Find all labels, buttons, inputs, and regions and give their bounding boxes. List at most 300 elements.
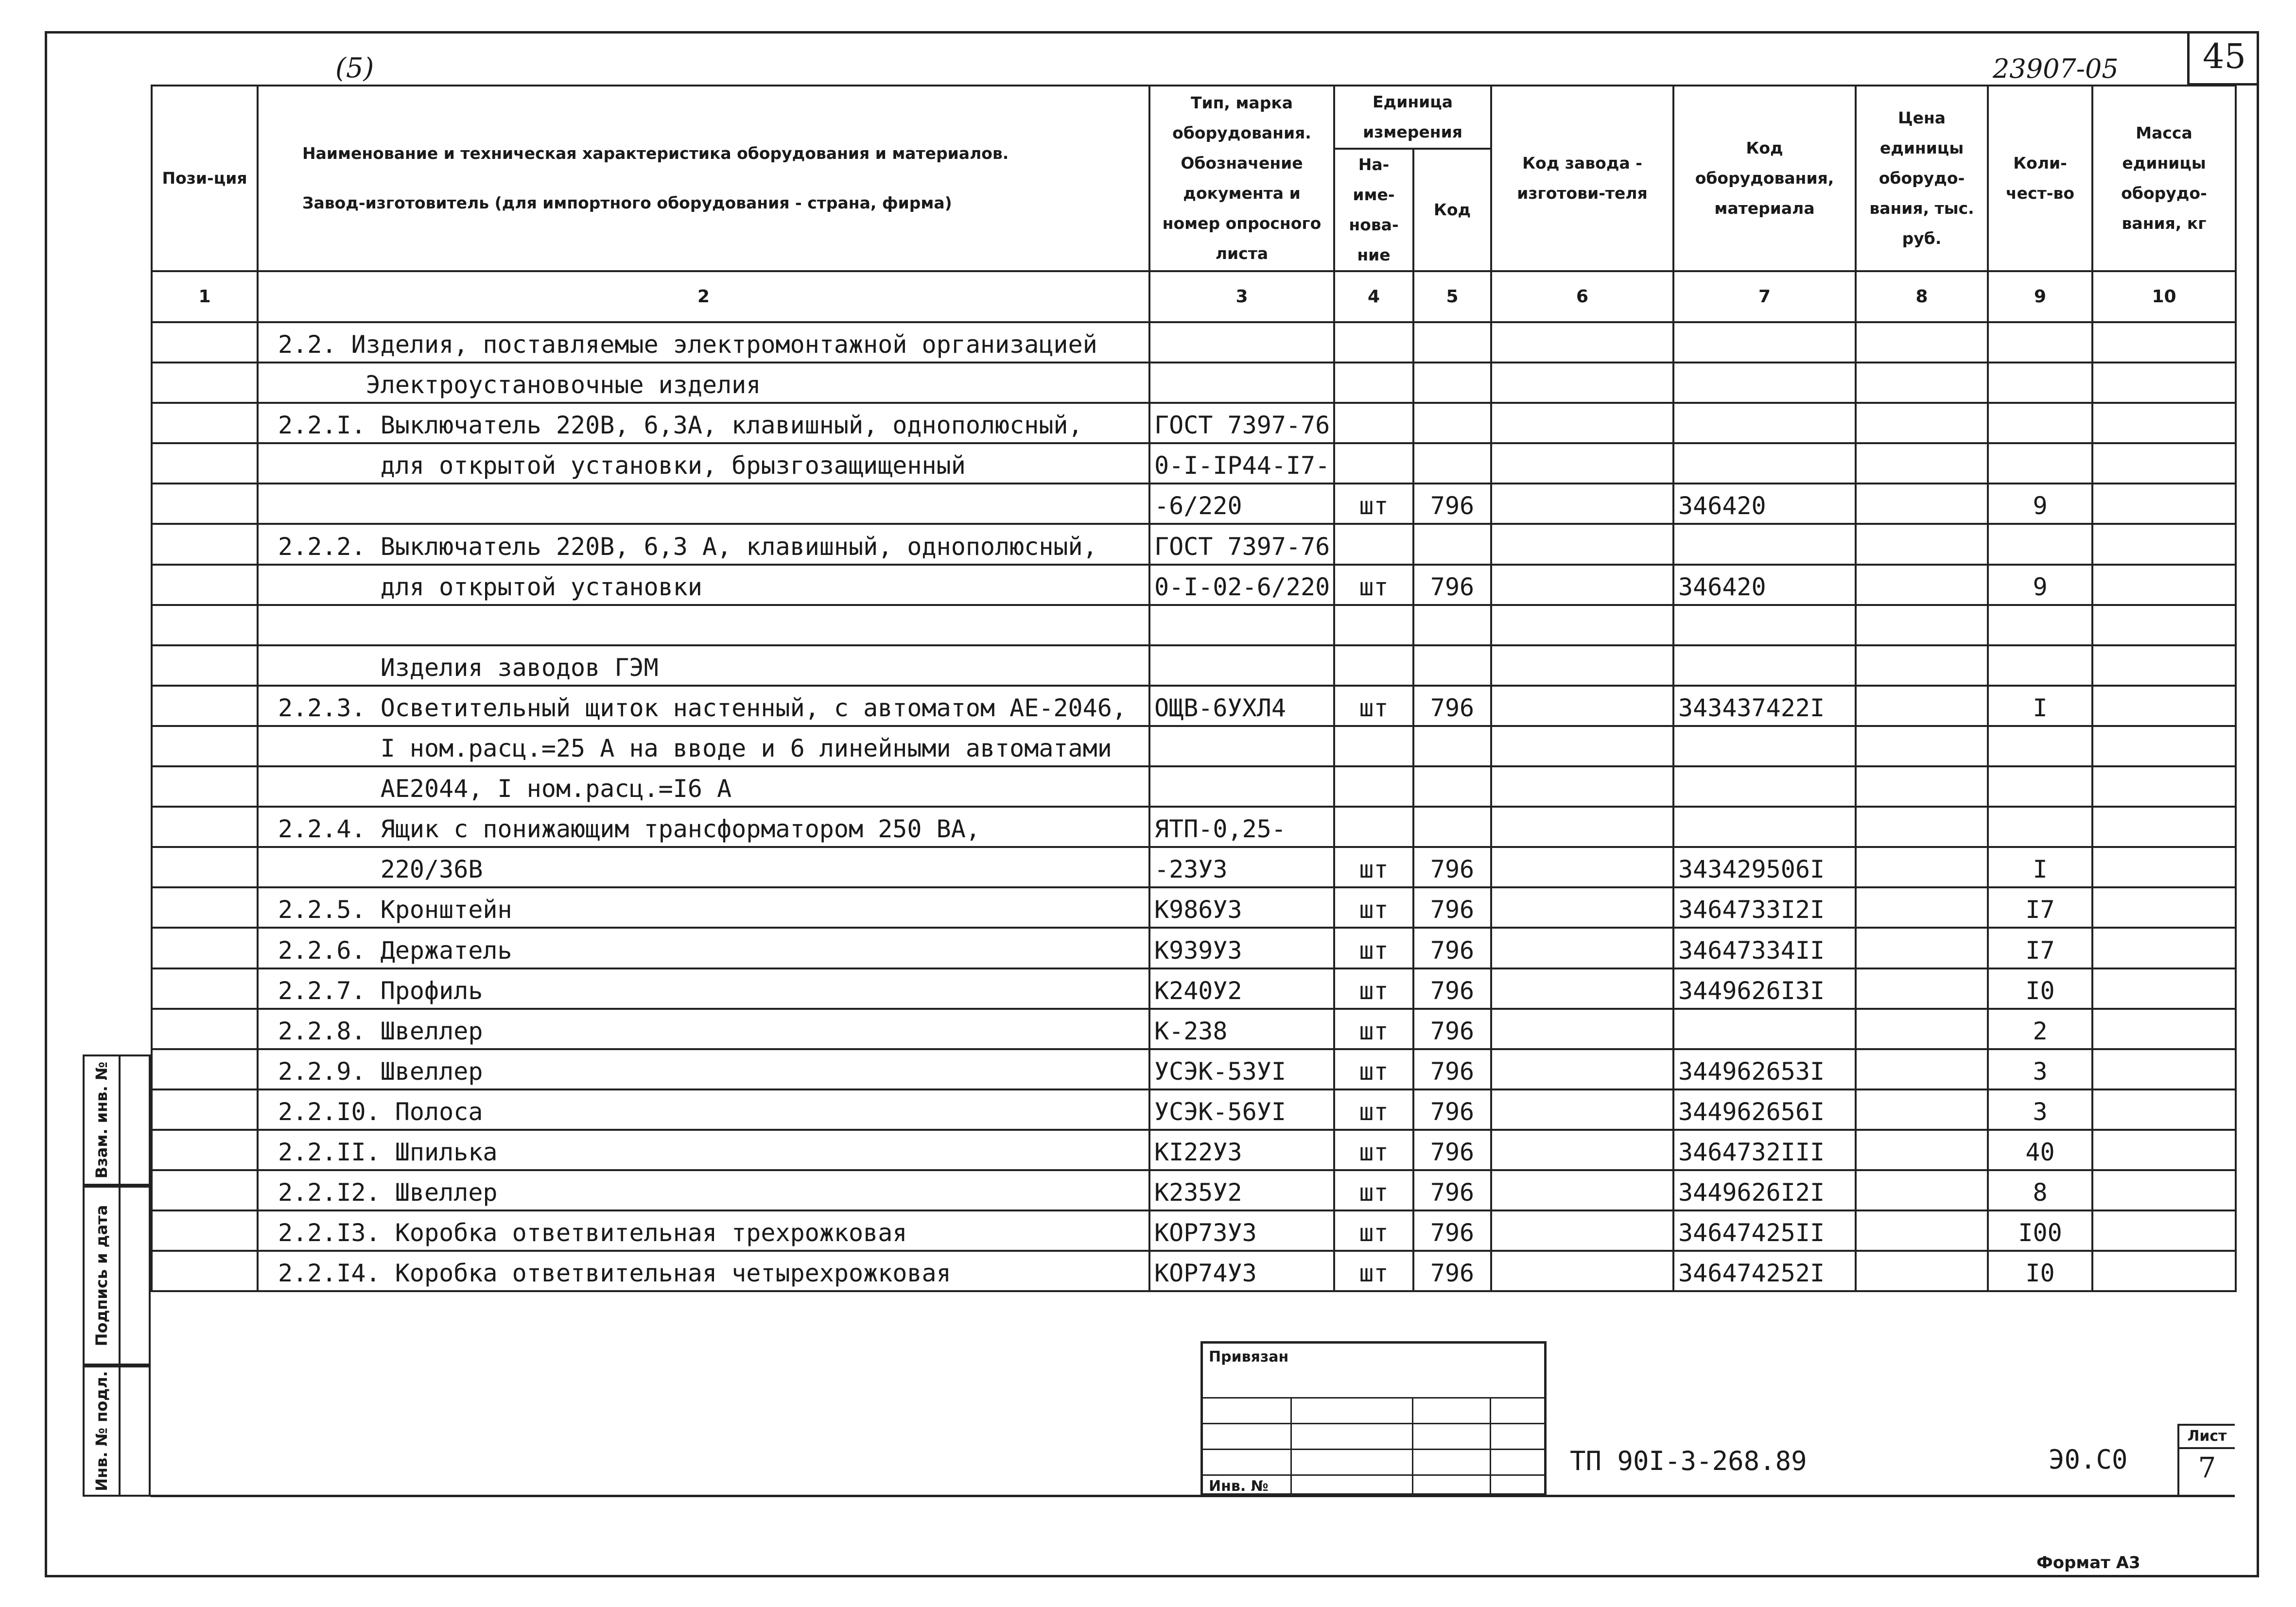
table-cell-c7 — [1673, 807, 1856, 847]
table-cell-c8 — [1856, 726, 1988, 766]
table-cell-c2: 2.2.I3. Коробка ответвительная трехрожковая — [258, 1210, 1149, 1251]
table-cell-c5: 796 — [1413, 565, 1491, 605]
table-row — [152, 1170, 2236, 1210]
table-cell-c2: 2.2.II. Шпилька — [258, 1130, 1149, 1170]
table-cell-c3 — [1149, 363, 1334, 403]
table-row — [152, 887, 2236, 928]
stamp-label-binding: Привязан — [1209, 1348, 1289, 1365]
table-cell-c7 — [1673, 363, 1856, 403]
table-cell-c5 — [1413, 524, 1491, 564]
table-cell-c10 — [2092, 1009, 2236, 1049]
table-cell-c1 — [152, 403, 258, 443]
col-number: 4 — [1334, 271, 1413, 322]
table-cell-c6 — [1491, 726, 1673, 766]
table-cell-c10 — [2092, 686, 2236, 726]
table-cell-c1 — [152, 1170, 258, 1210]
table-cell-c10 — [2092, 1210, 2236, 1251]
table-cell-c7: 3449626I3I — [1673, 968, 1856, 1009]
table-row — [152, 524, 2236, 564]
table-cell-c1 — [152, 645, 258, 686]
circled-number: (5) — [335, 52, 374, 84]
table-cell-c9 — [1988, 605, 2092, 645]
table-cell-c9: I — [1988, 847, 2092, 887]
table-cell-c1 — [152, 322, 258, 363]
table-cell-c5: 796 — [1413, 1251, 1491, 1291]
side-label-signature-date: Подпись и дата — [92, 1205, 111, 1347]
col-header-mass: Масса единицы оборудо-вания, кг — [2092, 86, 2236, 271]
table-cell-c2 — [258, 605, 1149, 645]
binding-stamp — [1200, 1341, 1547, 1496]
table-cell-c3 — [1149, 726, 1334, 766]
table-cell-c1 — [152, 726, 258, 766]
table-cell-c4 — [1334, 322, 1413, 363]
table-cell-c10 — [2092, 1049, 2236, 1089]
table-cell-c4: шт — [1334, 887, 1413, 928]
table-cell-c1 — [152, 968, 258, 1009]
table-cell-c2: АЕ2044, I ном.расц.=I6 А — [258, 766, 1149, 807]
table-cell-c3 — [1149, 766, 1334, 807]
table-cell-c8 — [1856, 645, 1988, 686]
table-cell-c1 — [152, 1130, 258, 1170]
document-id-handwritten: 23907-05 — [1993, 53, 2119, 84]
side-cell-replace-inventory — [83, 1054, 151, 1186]
table-cell-c3: КОР74У3 — [1149, 1251, 1334, 1291]
table-cell-c3: КОР73У3 — [1149, 1210, 1334, 1251]
table-cell-c7: 3449626I2I — [1673, 1170, 1856, 1210]
table-cell-c2: 2.2.3. Осветительный щиток настенный, с автоматом АЕ-2046, — [258, 686, 1149, 726]
table-cell-c4 — [1334, 363, 1413, 403]
table-cell-c7: 3464732III — [1673, 1130, 1856, 1170]
table-cell-c6 — [1491, 968, 1673, 1009]
side-cell-original-inventory — [83, 1365, 151, 1497]
table-cell-c4: шт — [1334, 484, 1413, 524]
table-cell-c9: 3 — [1988, 1049, 2092, 1089]
table-cell-c9: I0 — [1988, 1251, 2092, 1291]
col-header-equipment-code: Код оборудования, материала — [1673, 86, 1856, 271]
table-cell-c10 — [2092, 928, 2236, 968]
col-header-unit-group: Единица измерения — [1334, 86, 1491, 149]
table-cell-c6 — [1491, 524, 1673, 564]
table-cell-c3: К-238 — [1149, 1009, 1334, 1049]
table-cell-c3: УСЭК-56УI — [1149, 1089, 1334, 1130]
table-cell-c1 — [152, 443, 258, 484]
table-row — [152, 322, 2236, 363]
table-cell-c9: 9 — [1988, 565, 2092, 605]
table-cell-c9 — [1988, 403, 2092, 443]
col-header-unit-code: Код — [1413, 149, 1491, 271]
table-cell-c1 — [152, 484, 258, 524]
table-cell-c1 — [152, 565, 258, 605]
table-cell-c1 — [152, 807, 258, 847]
table-cell-c2: 2.2.8. Швеллер — [258, 1009, 1149, 1049]
table-cell-c1 — [152, 1049, 258, 1089]
table-cell-c5 — [1413, 605, 1491, 645]
table-cell-c9: I0 — [1988, 968, 2092, 1009]
table-row — [152, 484, 2236, 524]
table-cell-c5: 796 — [1413, 1170, 1491, 1210]
table-cell-c2: 2.2.5. Кронштейн — [258, 887, 1149, 928]
table-cell-c10 — [2092, 484, 2236, 524]
table-cell-c4: шт — [1334, 928, 1413, 968]
table-cell-c3 — [1149, 322, 1334, 363]
table-cell-c5 — [1413, 443, 1491, 484]
table-cell-c3: К986У3 — [1149, 887, 1334, 928]
col-header-name-line2: Завод-изготовитель (для импортного оборудования - страна, фирма) — [302, 193, 952, 212]
table-cell-c3: ЯТП-0,25- — [1149, 807, 1334, 847]
table-cell-c7 — [1673, 322, 1856, 363]
col-number: 7 — [1673, 271, 1856, 322]
table-cell-c5: 796 — [1413, 928, 1491, 968]
table-cell-c1 — [152, 766, 258, 807]
table-cell-c4 — [1334, 726, 1413, 766]
table-cell-c2: 220/36В — [258, 847, 1149, 887]
table-cell-c6 — [1491, 605, 1673, 645]
table-cell-c7: 346474252I — [1673, 1251, 1856, 1291]
table-cell-c10 — [2092, 968, 2236, 1009]
table-cell-c6 — [1491, 1009, 1673, 1049]
table-cell-c8 — [1856, 443, 1988, 484]
col-number: 9 — [1988, 271, 2092, 322]
table-cell-c7 — [1673, 605, 1856, 645]
table-cell-c3: УСЭК-53УI — [1149, 1049, 1334, 1089]
table-cell-c2: 2.2.7. Профиль — [258, 968, 1149, 1009]
table-cell-c3: -6/220 — [1149, 484, 1334, 524]
table-cell-c8 — [1856, 1210, 1988, 1251]
table-cell-c8 — [1856, 484, 1988, 524]
table-cell-c4 — [1334, 403, 1413, 443]
table-cell-c9: I — [1988, 686, 2092, 726]
table-cell-c6 — [1491, 1049, 1673, 1089]
table-cell-c2: 2.2. Изделия, поставляемые электромонтажной организацией — [258, 322, 1149, 363]
table-cell-c6 — [1491, 686, 1673, 726]
table-cell-c1 — [152, 605, 258, 645]
table-cell-c9: 2 — [1988, 1009, 2092, 1049]
col-number: 5 — [1413, 271, 1491, 322]
table-row — [152, 928, 2236, 968]
table-cell-c5: 796 — [1413, 686, 1491, 726]
table-cell-c4: шт — [1334, 1130, 1413, 1170]
table-cell-c3: ОЩВ-6УХЛ4 — [1149, 686, 1334, 726]
table-cell-c1 — [152, 928, 258, 968]
sheet-value: 7 — [2198, 1451, 2216, 1484]
table-cell-c10 — [2092, 565, 2236, 605]
table-row — [152, 1210, 2236, 1251]
bottom-area-line — [151, 1495, 2235, 1497]
col-header-quantity: Коли-чест-во — [1988, 86, 2092, 271]
table-cell-c1 — [152, 524, 258, 564]
table-cell-c5 — [1413, 766, 1491, 807]
table-cell-c8 — [1856, 322, 1988, 363]
table-cell-c1 — [152, 363, 258, 403]
section-code: Э0.С0 — [2049, 1444, 2128, 1475]
table-cell-c8 — [1856, 1170, 1988, 1210]
table-cell-c10 — [2092, 1170, 2236, 1210]
table-cell-c1 — [152, 1009, 258, 1049]
table-cell-c10 — [2092, 887, 2236, 928]
table-cell-c10 — [2092, 645, 2236, 686]
table-cell-c8 — [1856, 1251, 1988, 1291]
table-cell-c10 — [2092, 363, 2236, 403]
side-cell-signature-date — [83, 1186, 151, 1365]
table-cell-c6 — [1491, 1130, 1673, 1170]
table-row — [152, 1089, 2236, 1130]
table-cell-c8 — [1856, 807, 1988, 847]
table-row — [152, 847, 2236, 887]
table-cell-c6 — [1491, 484, 1673, 524]
table-cell-c8 — [1856, 766, 1988, 807]
table-cell-c1 — [152, 1251, 258, 1291]
table-cell-c9: 8 — [1988, 1170, 2092, 1210]
table-cell-c4: шт — [1334, 686, 1413, 726]
table-row — [152, 1009, 2236, 1049]
table-cell-c7: 346420 — [1673, 565, 1856, 605]
table-cell-c10 — [2092, 605, 2236, 645]
table-cell-c2 — [258, 484, 1149, 524]
table-cell-c9 — [1988, 363, 2092, 403]
col-header-price: Цена единицы оборудо-вания, тыс. руб. — [1856, 86, 1988, 271]
table-cell-c6 — [1491, 403, 1673, 443]
table-cell-c4 — [1334, 524, 1413, 564]
table-cell-c4: шт — [1334, 1251, 1413, 1291]
table-cell-c7 — [1673, 524, 1856, 564]
sheet-number: 45 — [2187, 31, 2259, 86]
table-cell-c3: К235У2 — [1149, 1170, 1334, 1210]
sheet-label: Лист — [2179, 1426, 2235, 1449]
table-cell-c7: 346420 — [1673, 484, 1856, 524]
table-cell-c5: 796 — [1413, 968, 1491, 1009]
table-row — [152, 686, 2236, 726]
table-cell-c7 — [1673, 766, 1856, 807]
table-cell-c9: I00 — [1988, 1210, 2092, 1251]
table-cell-c8 — [1856, 403, 1988, 443]
side-label-replace-inventory: Взам. инв. № — [92, 1061, 111, 1179]
table-row — [152, 1130, 2236, 1170]
table-cell-c2: Изделия заводов ГЭМ — [258, 645, 1149, 686]
table-cell-c7: 343437422I — [1673, 686, 1856, 726]
table-row — [152, 363, 2236, 403]
table-row — [152, 1251, 2236, 1291]
table-cell-c4 — [1334, 443, 1413, 484]
table-cell-c7 — [1673, 645, 1856, 686]
table-row — [152, 968, 2236, 1009]
table-cell-c8 — [1856, 928, 1988, 968]
table-cell-c6 — [1491, 1170, 1673, 1210]
table-cell-c6 — [1491, 322, 1673, 363]
table-cell-c4: шт — [1334, 968, 1413, 1009]
table-cell-c6 — [1491, 887, 1673, 928]
table-cell-c8 — [1856, 887, 1988, 928]
table-cell-c8 — [1856, 605, 1988, 645]
table-cell-c6 — [1491, 363, 1673, 403]
table-cell-c2: 2.2.I2. Швеллер — [258, 1170, 1149, 1210]
table-cell-c7 — [1673, 726, 1856, 766]
sheet-cell — [2177, 1424, 2235, 1497]
table-cell-c7 — [1673, 403, 1856, 443]
col-number: 10 — [2092, 271, 2236, 322]
table-row — [152, 807, 2236, 847]
table-cell-c8 — [1856, 363, 1988, 403]
table-cell-c9: 3 — [1988, 1089, 2092, 1130]
table-cell-c4: шт — [1334, 847, 1413, 887]
table-cell-c6 — [1491, 1089, 1673, 1130]
table-cell-c10 — [2092, 403, 2236, 443]
table-cell-c2: I ном.расц.=25 А на вводе и 6 линейными автоматами — [258, 726, 1149, 766]
table-row — [152, 766, 2236, 807]
table-cell-c4: шт — [1334, 1089, 1413, 1130]
paper-format: Формат А3 — [2036, 1553, 2140, 1572]
table-cell-c9 — [1988, 322, 2092, 363]
table-row — [152, 726, 2236, 766]
table-cell-c8 — [1856, 968, 1988, 1009]
table-cell-c9 — [1988, 524, 2092, 564]
table-cell-c3: ГОСТ 7397-76 — [1149, 524, 1334, 564]
table-cell-c4: шт — [1334, 1170, 1413, 1210]
table-cell-c3 — [1149, 605, 1334, 645]
table-cell-c3: К240У2 — [1149, 968, 1334, 1009]
table-cell-c5: 796 — [1413, 847, 1491, 887]
col-number: 2 — [258, 271, 1149, 322]
table-cell-c6 — [1491, 807, 1673, 847]
table-cell-c8 — [1856, 686, 1988, 726]
table-cell-c10 — [2092, 443, 2236, 484]
table-cell-c1 — [152, 686, 258, 726]
table-cell-c8 — [1856, 565, 1988, 605]
table-cell-c10 — [2092, 322, 2236, 363]
table-cell-c7: 343429506I — [1673, 847, 1856, 887]
table-cell-c4: шт — [1334, 1210, 1413, 1251]
table-cell-c8 — [1856, 1089, 1988, 1130]
table-cell-c2: 2.2.I. Выключатель 220В, 6,3А, клавишный, однополюсный, — [258, 403, 1149, 443]
table-cell-c3: КI22У3 — [1149, 1130, 1334, 1170]
table-cell-c5: 796 — [1413, 1049, 1491, 1089]
table-cell-c10 — [2092, 766, 2236, 807]
table-cell-c6 — [1491, 443, 1673, 484]
table-cell-c10 — [2092, 1251, 2236, 1291]
col-header-type: Тип, марка оборудования. Обозначение документа и номер опросного листа — [1149, 86, 1334, 271]
table-cell-c2: 2.2.9. Швеллер — [258, 1049, 1149, 1089]
table-cell-c4: шт — [1334, 1049, 1413, 1089]
table-cell-c6 — [1491, 847, 1673, 887]
table-cell-c5 — [1413, 726, 1491, 766]
col-number: 1 — [152, 271, 258, 322]
table-cell-c5: 796 — [1413, 887, 1491, 928]
col-header-unit-name: На-име-нова-ние — [1334, 149, 1413, 271]
table-cell-c2: 2.2.4. Ящик с понижающим трансформатором 250 ВА, — [258, 807, 1149, 847]
table-cell-c3: ГОСТ 7397-76 — [1149, 403, 1334, 443]
table-cell-c5: 796 — [1413, 1009, 1491, 1049]
table-cell-c10 — [2092, 807, 2236, 847]
table-cell-c2: Электроустановочные изделия — [258, 363, 1149, 403]
table-cell-c9: I7 — [1988, 887, 2092, 928]
table-cell-c10 — [2092, 524, 2236, 564]
table-cell-c3: К939У3 — [1149, 928, 1334, 968]
table-cell-c9 — [1988, 726, 2092, 766]
table-cell-c1 — [152, 1210, 258, 1251]
table-cell-c7: 34647334II — [1673, 928, 1856, 968]
table-cell-c5: 796 — [1413, 1130, 1491, 1170]
table-cell-c6 — [1491, 1210, 1673, 1251]
table-cell-c7 — [1673, 1009, 1856, 1049]
table-cell-c3: 0-I-02-6/220 — [1149, 565, 1334, 605]
table-cell-c10 — [2092, 1130, 2236, 1170]
document-code: ТП 90I-3-268.89 — [1570, 1446, 1807, 1476]
table-cell-c8 — [1856, 1049, 1988, 1089]
table-row — [152, 443, 2236, 484]
table-cell-c6 — [1491, 565, 1673, 605]
side-label-original-inventory: Инв. № подл. — [92, 1371, 111, 1491]
table-cell-c4 — [1334, 766, 1413, 807]
table-cell-c5 — [1413, 363, 1491, 403]
table-cell-c9 — [1988, 766, 2092, 807]
table-cell-c4 — [1334, 645, 1413, 686]
table-cell-c7: 344962656I — [1673, 1089, 1856, 1130]
table-cell-c5 — [1413, 645, 1491, 686]
col-header-position: Пози-ция — [152, 86, 258, 271]
table-cell-c6 — [1491, 766, 1673, 807]
table-cell-c1 — [152, 847, 258, 887]
table-cell-c5: 796 — [1413, 484, 1491, 524]
table-cell-c3: -23У3 — [1149, 847, 1334, 887]
table-cell-c9: 9 — [1988, 484, 2092, 524]
table-cell-c7 — [1673, 443, 1856, 484]
col-number: 3 — [1149, 271, 1334, 322]
table-cell-c10 — [2092, 847, 2236, 887]
table-cell-c7: 344962653I — [1673, 1049, 1856, 1089]
table-cell-c3 — [1149, 645, 1334, 686]
table-row — [152, 1049, 2236, 1089]
col-number: 8 — [1856, 271, 1988, 322]
specification-table — [151, 85, 2237, 1292]
table-row — [152, 565, 2236, 605]
table-row — [152, 403, 2236, 443]
table-cell-c2: 2.2.6. Держатель — [258, 928, 1149, 968]
table-cell-c3: 0-I-IP44-I7- — [1149, 443, 1334, 484]
table-cell-c8 — [1856, 847, 1988, 887]
table-cell-c1 — [152, 887, 258, 928]
table-cell-c7: 3464733I2I — [1673, 887, 1856, 928]
table-cell-c4 — [1334, 807, 1413, 847]
table-cell-c9: 40 — [1988, 1130, 2092, 1170]
table-cell-c10 — [2092, 1089, 2236, 1130]
table-cell-c2: для открытой установки — [258, 565, 1149, 605]
table-cell-c4 — [1334, 605, 1413, 645]
table-cell-c8 — [1856, 524, 1988, 564]
table-cell-c8 — [1856, 1009, 1988, 1049]
col-header-name — [258, 86, 1149, 271]
table-row — [152, 605, 2236, 645]
table-cell-c2: 2.2.I0. Полоса — [258, 1089, 1149, 1130]
table-cell-c8 — [1856, 1130, 1988, 1170]
table-cell-c4: шт — [1334, 1009, 1413, 1049]
table-cell-c9 — [1988, 443, 2092, 484]
table-cell-c5: 796 — [1413, 1089, 1491, 1130]
table-cell-c2: 2.2.2. Выключатель 220В, 6,3 А, клавишный, однополюсный, — [258, 524, 1149, 564]
table-cell-c1 — [152, 1089, 258, 1130]
col-number: 6 — [1491, 271, 1673, 322]
table-cell-c5 — [1413, 807, 1491, 847]
table-cell-c5 — [1413, 322, 1491, 363]
table-cell-c6 — [1491, 928, 1673, 968]
table-cell-c9 — [1988, 807, 2092, 847]
table-cell-c9 — [1988, 645, 2092, 686]
col-header-name-line1: Наименование и техническая характеристика оборудования и материалов. — [302, 144, 1009, 163]
table-cell-c4: шт — [1334, 565, 1413, 605]
table-row — [152, 645, 2236, 686]
table-cell-c2: для открытой установки, брызгозащищенный — [258, 443, 1149, 484]
table-cell-c5 — [1413, 403, 1491, 443]
table-cell-c10 — [2092, 726, 2236, 766]
table-cell-c5: 796 — [1413, 1210, 1491, 1251]
